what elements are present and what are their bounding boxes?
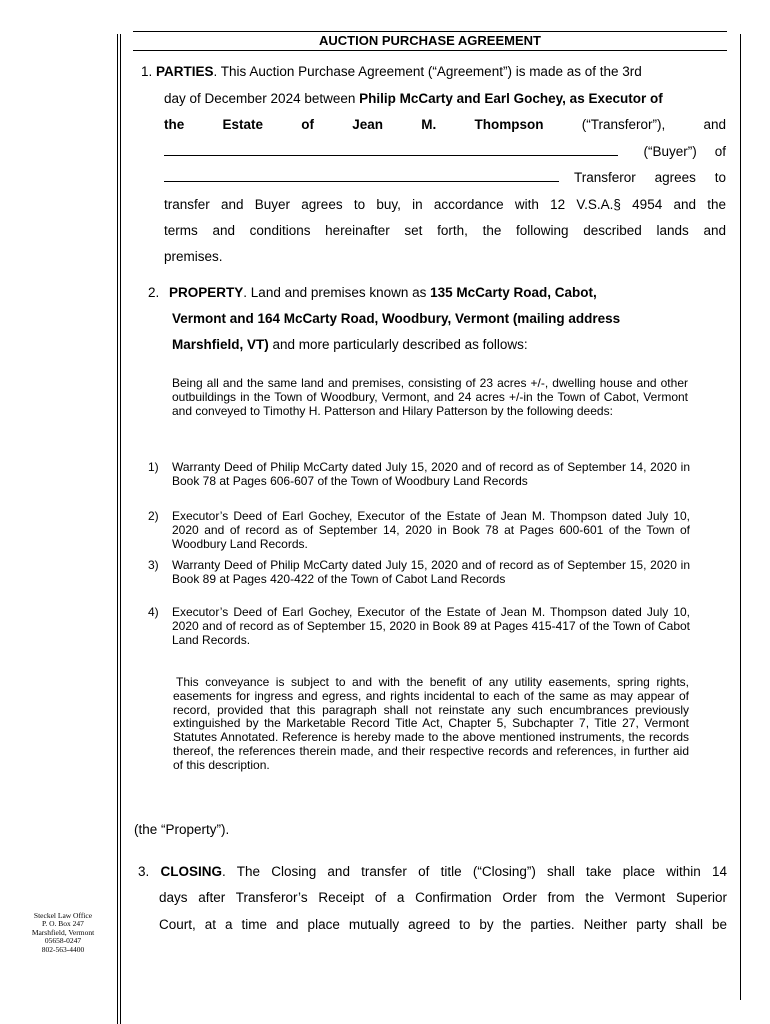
buyer-address-blank[interactable]	[164, 167, 559, 182]
parties-line-1	[141, 59, 726, 86]
property-line-3: Marshfield, VT) and more particularly described as follows:	[172, 337, 528, 352]
property-definition: (the “Property”).	[134, 822, 230, 837]
left-margin-rule-inner	[120, 34, 121, 1024]
closing-line-2: days after Transferor’s Receipt of a Confirmation Order from the Vermont Superior	[159, 890, 727, 905]
parties-line-4: (“Buyer”) of	[164, 139, 726, 166]
closing-number: 3.	[138, 864, 150, 879]
deed-item: 3) Warranty Deed of Philip McCarty dated July 15, 2020 and of record as of September 15, 2020 in Book 89 at Pages 420-422 of the Town of Cabot Land Records	[148, 558, 690, 586]
closing-line-1: 3. CLOSING. The Closing and transfer of title (“Closing”) shall take place within 14	[138, 864, 727, 879]
document-title: AUCTION PURCHASE AGREEMENT	[319, 33, 541, 48]
right-margin-rule	[740, 34, 741, 1000]
property-number: 2.	[148, 285, 160, 300]
parties-line-6: transfer and Buyer agrees to buy, in accordance with 12 V.S.A.§ 4954 and the	[164, 197, 726, 212]
transferor-label: (“Transferor”),	[581, 117, 666, 132]
deed-item: 4) Executor’s Deed of Earl Gochey, Executor of the Estate of Jean M. Thompson dated July 10, 2020 and of record as of September 15, 2020 in Book 89 at Pages 415-417 of the Town of Cabot Land Records.	[148, 605, 690, 647]
law-office-address: Steckel Law Office P. O. Box 247 Marshfield, Vermont 05658-0247 802-563-4400	[31, 911, 95, 954]
buyer-name-blank[interactable]	[164, 141, 618, 156]
closing-heading: CLOSING	[160, 864, 222, 879]
property-address-3: Marshfield, VT)	[172, 337, 269, 352]
parties-line-8: premises.	[164, 249, 223, 264]
property-address-2: Vermont and 164 McCarty Road, Woodbury, Vermont (mailing address	[172, 311, 621, 326]
property-heading: PROPERTY	[169, 285, 244, 300]
deed-item: 2) Executor’s Deed of Earl Gochey, Executor of the Estate of Jean M. Thompson dated July 10, 2020 and of record as of September 14, 2020 in Book 78 at Pages 600-601 of the Town of Woodbury Land Records.	[148, 509, 690, 551]
conveyance-clause: This conveyance is subject to and with the benefit of any utility easements, spring rights, easements for ingress and egress, and rights incidental to each of the same as may appear of record, provided that this paragraph shall not reinstate any such encumbrances previously extinguished by the Marketable Record Title Act, Chapter 5, Subchapter 7, Title 27, Vermont Statutes Annotated. Reference is hereby made to the above mentioned instruments, the records thereof, the references therein made, and their respective records and references, in further aid of this description.	[173, 675, 689, 772]
property-line-1: 2. PROPERTY. Land and premises known as 135 McCarty Road, Cabot,	[148, 285, 597, 300]
parties-line-7: terms and conditions hereinafter set forth, the following described lands and	[164, 223, 726, 238]
deed-item: 1) Warranty Deed of Philip McCarty dated July 15, 2020 and of record as of September 14, 2020 in Book 78 at Pages 606-607 of the Town of Woodbury Land Records	[148, 460, 690, 488]
parties-line-2: day of December 2024 between Philip McCarty and Earl Gochey, as Executor of	[164, 91, 663, 106]
property-address-1: 135 McCarty Road, Cabot,	[430, 285, 597, 300]
title-bottom-rule	[133, 50, 727, 51]
property-description: Being all and the same land and premises, consisting of 23 acres +/-, dwelling house and other outbuildings in the Town of Woodbury, Vermont, and 24 acres +/-in the Town of Cabot, Vermont and conveyed to Timothy H. Patterson and Hilary Patterson by the following deeds:	[172, 376, 688, 418]
parties-text-1: . This Auction Purchase Agreement (“Agreement”) is made as of the 3rd	[213, 64, 642, 79]
buyer-label: (“Buyer”)	[643, 144, 697, 159]
parties-number: 1.	[141, 64, 153, 79]
parties-line-3: the Estate of Jean M. Thompson (“Transferor”), and	[164, 112, 726, 139]
property-line-2	[172, 306, 693, 333]
parties-heading: PARTIES	[156, 64, 214, 79]
parties-line-5: Transferor agrees to	[164, 165, 726, 192]
parties-names: Philip McCarty and Earl Gochey, as Executor of	[359, 91, 663, 106]
left-margin-rule-outer	[117, 34, 118, 1024]
title-top-rule	[133, 31, 727, 32]
closing-line-3: Court, at a time and place mutually agreed to by the parties. Neither party shall be	[159, 917, 727, 932]
